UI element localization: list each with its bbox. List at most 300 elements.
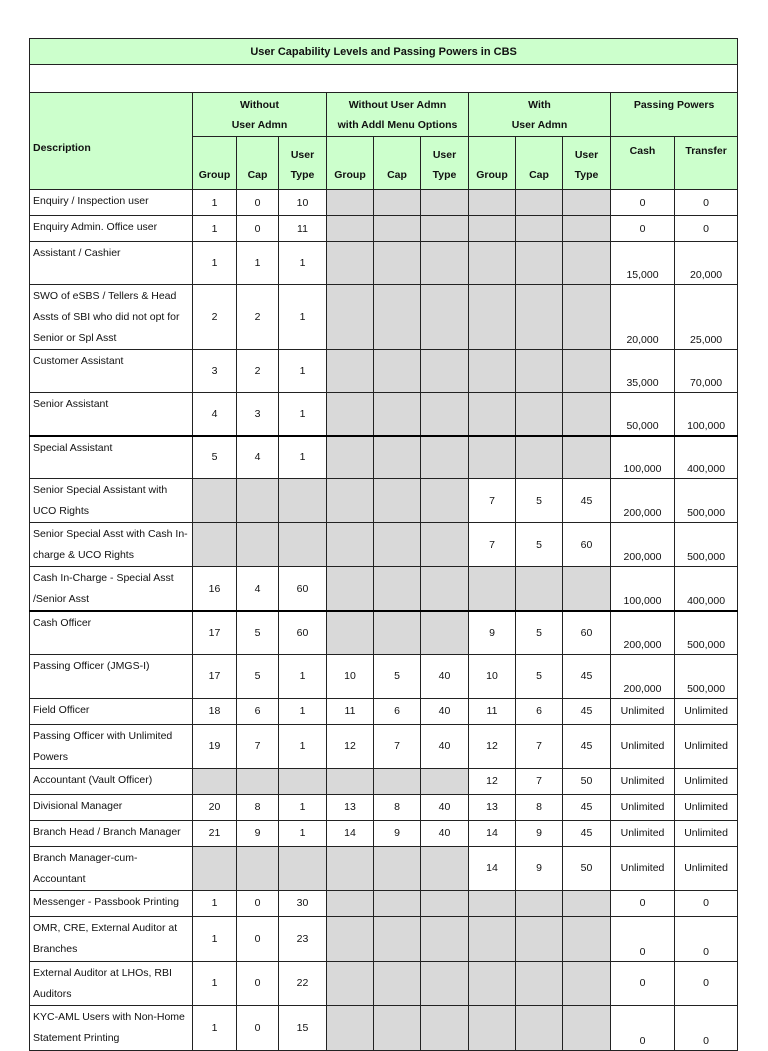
- value-cell: 1: [279, 242, 327, 285]
- row-description: Passing Officer with Unlimited Powers: [30, 724, 193, 768]
- value-cell: [374, 436, 421, 479]
- transfer-power-cell: 500,000: [675, 523, 738, 567]
- value-cell: 1: [279, 794, 327, 820]
- value-cell: 7: [469, 479, 516, 523]
- group-header-row: [30, 93, 738, 137]
- value-cell: [327, 242, 374, 285]
- value-cell: [327, 961, 374, 1005]
- value-cell: 50: [563, 768, 611, 794]
- value-cell: [563, 216, 611, 242]
- value-cell: 4: [237, 567, 279, 612]
- value-cell: 11: [469, 698, 516, 724]
- value-cell: [421, 393, 469, 436]
- value-cell: 3: [193, 350, 237, 393]
- transfer-power-cell: Unlimited: [675, 768, 738, 794]
- value-cell: [327, 1005, 374, 1050]
- value-cell: [421, 768, 469, 794]
- value-cell: 1: [193, 216, 237, 242]
- col-usertype-1-l1: User: [290, 149, 315, 161]
- value-cell: [469, 350, 516, 393]
- value-cell: 4: [193, 393, 237, 436]
- row-description: Enquiry / Inspection user: [30, 190, 193, 216]
- value-cell: [374, 1005, 421, 1050]
- value-cell: [279, 479, 327, 523]
- value-cell: 12: [469, 768, 516, 794]
- row-description: Enquiry Admin. Office user: [30, 216, 193, 242]
- value-cell: 10: [469, 654, 516, 698]
- table-row: [30, 916, 738, 961]
- value-cell: 8: [374, 794, 421, 820]
- value-cell: 13: [327, 794, 374, 820]
- value-cell: [563, 890, 611, 916]
- value-cell: 50: [563, 846, 611, 890]
- cash-power-cell: Unlimited: [611, 698, 675, 724]
- table-row: [30, 523, 738, 567]
- value-cell: [374, 916, 421, 961]
- value-cell: [469, 890, 516, 916]
- col-group-3: Group: [469, 137, 516, 190]
- transfer-power-cell: Unlimited: [675, 820, 738, 846]
- value-cell: 45: [563, 724, 611, 768]
- value-cell: [327, 916, 374, 961]
- value-cell: [374, 242, 421, 285]
- col-usertype-1-l2: Type: [290, 169, 315, 181]
- value-cell: 60: [279, 611, 327, 654]
- capability-sheet: [29, 38, 737, 1051]
- cash-power-cell: 200,000: [611, 523, 675, 567]
- transfer-power-cell: 500,000: [675, 479, 738, 523]
- transfer-power-cell: 500,000: [675, 611, 738, 654]
- value-cell: 9: [516, 846, 563, 890]
- table-row: [30, 820, 738, 846]
- value-cell: 45: [563, 698, 611, 724]
- value-cell: [193, 846, 237, 890]
- col-transfer: Transfer: [675, 137, 738, 190]
- cash-power-cell: 0: [611, 916, 675, 961]
- row-description: Customer Assistant: [30, 350, 193, 393]
- value-cell: [563, 242, 611, 285]
- value-cell: 19: [193, 724, 237, 768]
- transfer-power-cell: 400,000: [675, 567, 738, 612]
- table-row: [30, 285, 738, 350]
- value-cell: [563, 285, 611, 350]
- header-with-l1: With: [528, 98, 551, 111]
- value-cell: 1: [279, 285, 327, 350]
- row-description: Divisional Manager: [30, 794, 193, 820]
- value-cell: [516, 216, 563, 242]
- value-cell: 10: [327, 654, 374, 698]
- value-cell: [327, 393, 374, 436]
- transfer-power-cell: Unlimited: [675, 724, 738, 768]
- value-cell: [421, 242, 469, 285]
- value-cell: 1: [279, 820, 327, 846]
- transfer-power-cell: 0: [675, 1005, 738, 1050]
- col-usertype-3: [563, 137, 611, 190]
- value-cell: 0: [237, 190, 279, 216]
- value-cell: 9: [516, 820, 563, 846]
- value-cell: 1: [237, 242, 279, 285]
- cash-power-cell: Unlimited: [611, 820, 675, 846]
- value-cell: [516, 190, 563, 216]
- value-cell: 0: [237, 961, 279, 1005]
- value-cell: [374, 216, 421, 242]
- value-cell: [374, 961, 421, 1005]
- value-cell: [279, 768, 327, 794]
- col-group-1: Group: [193, 137, 237, 190]
- value-cell: 14: [469, 846, 516, 890]
- value-cell: [374, 567, 421, 612]
- row-description: External Auditor at LHOs, RBI Auditors: [30, 961, 193, 1005]
- cash-power-cell: 100,000: [611, 436, 675, 479]
- value-cell: [374, 479, 421, 523]
- value-cell: [469, 961, 516, 1005]
- value-cell: 40: [421, 654, 469, 698]
- col-cash: Cash: [611, 137, 675, 190]
- value-cell: [327, 768, 374, 794]
- row-description: Senior Special Asst with Cash In-charge & UCO Rights: [30, 523, 193, 567]
- value-cell: 5: [193, 436, 237, 479]
- value-cell: [327, 523, 374, 567]
- value-cell: [374, 890, 421, 916]
- col-group-2: Group: [327, 137, 374, 190]
- value-cell: [516, 1005, 563, 1050]
- value-cell: [327, 479, 374, 523]
- value-cell: [421, 1005, 469, 1050]
- value-cell: [193, 768, 237, 794]
- value-cell: 5: [237, 611, 279, 654]
- row-description: Senior Assistant: [30, 393, 193, 436]
- value-cell: [563, 961, 611, 1005]
- value-cell: 7: [516, 768, 563, 794]
- value-cell: [469, 190, 516, 216]
- cash-power-cell: Unlimited: [611, 846, 675, 890]
- value-cell: [563, 436, 611, 479]
- row-description: Branch Head / Branch Manager: [30, 820, 193, 846]
- value-cell: [421, 846, 469, 890]
- value-cell: [327, 890, 374, 916]
- value-cell: 2: [193, 285, 237, 350]
- header-with-user-admn: [469, 93, 611, 137]
- transfer-power-cell: 25,000: [675, 285, 738, 350]
- value-cell: [374, 523, 421, 567]
- table-row: [30, 1005, 738, 1050]
- table-row: [30, 698, 738, 724]
- value-cell: 40: [421, 724, 469, 768]
- row-description: Field Officer: [30, 698, 193, 724]
- col-cap-2: Cap: [374, 137, 421, 190]
- value-cell: 9: [374, 820, 421, 846]
- value-cell: [516, 567, 563, 612]
- value-cell: 16: [193, 567, 237, 612]
- value-cell: 15: [279, 1005, 327, 1050]
- value-cell: 8: [516, 794, 563, 820]
- table-row: [30, 961, 738, 1005]
- table-row: [30, 846, 738, 890]
- value-cell: [279, 846, 327, 890]
- col-usertype-1: [279, 137, 327, 190]
- value-cell: [516, 285, 563, 350]
- table-row: [30, 768, 738, 794]
- table-row: [30, 654, 738, 698]
- value-cell: [193, 479, 237, 523]
- transfer-power-cell: 500,000: [675, 654, 738, 698]
- value-cell: 7: [374, 724, 421, 768]
- value-cell: [421, 285, 469, 350]
- table-row: [30, 436, 738, 479]
- value-cell: 11: [327, 698, 374, 724]
- row-description: OMR, CRE, External Auditor at Branches: [30, 916, 193, 961]
- value-cell: [469, 916, 516, 961]
- transfer-power-cell: Unlimited: [675, 794, 738, 820]
- value-cell: 1: [279, 350, 327, 393]
- value-cell: [421, 436, 469, 479]
- row-description: Accountant (Vault Officer): [30, 768, 193, 794]
- title-row: [30, 39, 738, 65]
- transfer-power-cell: 20,000: [675, 242, 738, 285]
- value-cell: [563, 916, 611, 961]
- value-cell: 0: [237, 916, 279, 961]
- value-cell: 7: [237, 724, 279, 768]
- value-cell: [374, 190, 421, 216]
- value-cell: 12: [327, 724, 374, 768]
- value-cell: [516, 393, 563, 436]
- value-cell: 1: [193, 1005, 237, 1050]
- value-cell: 40: [421, 820, 469, 846]
- value-cell: [237, 846, 279, 890]
- value-cell: 1: [279, 724, 327, 768]
- header-addl-l1: Without User Admn: [348, 98, 447, 111]
- value-cell: [563, 190, 611, 216]
- value-cell: [469, 393, 516, 436]
- transfer-power-cell: 0: [675, 961, 738, 1005]
- value-cell: 45: [563, 654, 611, 698]
- cash-power-cell: 0: [611, 190, 675, 216]
- value-cell: [421, 961, 469, 1005]
- value-cell: 20: [193, 794, 237, 820]
- value-cell: [374, 611, 421, 654]
- value-cell: 1: [279, 654, 327, 698]
- value-cell: 12: [469, 724, 516, 768]
- value-cell: [469, 436, 516, 479]
- value-cell: 13: [469, 794, 516, 820]
- value-cell: [516, 436, 563, 479]
- value-cell: [327, 285, 374, 350]
- value-cell: [516, 242, 563, 285]
- table-title: User Capability Levels and Passing Powers in CBS: [30, 39, 738, 65]
- value-cell: 30: [279, 890, 327, 916]
- value-cell: 17: [193, 611, 237, 654]
- value-cell: 3: [237, 393, 279, 436]
- value-cell: 10: [279, 190, 327, 216]
- value-cell: 14: [469, 820, 516, 846]
- blank-row: [30, 65, 738, 93]
- transfer-power-cell: 100,000: [675, 393, 738, 436]
- value-cell: 1: [193, 190, 237, 216]
- row-description: Assistant / Cashier: [30, 242, 193, 285]
- header-without-l2: User Admn: [231, 118, 288, 131]
- capability-table: [29, 38, 738, 1051]
- description-header-label: Description: [33, 142, 91, 154]
- value-cell: 18: [193, 698, 237, 724]
- value-cell: [563, 350, 611, 393]
- value-cell: [469, 285, 516, 350]
- value-cell: [421, 916, 469, 961]
- table-row: [30, 350, 738, 393]
- table-row: [30, 216, 738, 242]
- value-cell: [374, 350, 421, 393]
- value-cell: [237, 523, 279, 567]
- value-cell: 60: [563, 523, 611, 567]
- transfer-power-cell: Unlimited: [675, 698, 738, 724]
- cash-power-cell: 0: [611, 961, 675, 1005]
- cash-power-cell: 0: [611, 216, 675, 242]
- value-cell: 5: [516, 654, 563, 698]
- value-cell: 5: [516, 479, 563, 523]
- value-cell: 6: [374, 698, 421, 724]
- value-cell: [469, 242, 516, 285]
- transfer-power-cell: 0: [675, 216, 738, 242]
- value-cell: 1: [279, 698, 327, 724]
- cash-power-cell: Unlimited: [611, 724, 675, 768]
- transfer-power-cell: 0: [675, 190, 738, 216]
- value-cell: 5: [374, 654, 421, 698]
- table-row: [30, 190, 738, 216]
- value-cell: 17: [193, 654, 237, 698]
- value-cell: 6: [516, 698, 563, 724]
- cash-power-cell: 0: [611, 890, 675, 916]
- cash-power-cell: Unlimited: [611, 794, 675, 820]
- value-cell: [327, 350, 374, 393]
- table-row: [30, 567, 738, 612]
- col-cap-3: Cap: [516, 137, 563, 190]
- value-cell: [421, 890, 469, 916]
- value-cell: [421, 567, 469, 612]
- value-cell: 6: [237, 698, 279, 724]
- value-cell: 40: [421, 794, 469, 820]
- value-cell: [279, 523, 327, 567]
- value-cell: 7: [516, 724, 563, 768]
- row-description: KYC-AML Users with Non-Home Statement Printing: [30, 1005, 193, 1050]
- value-cell: [563, 1005, 611, 1050]
- value-cell: 0: [237, 890, 279, 916]
- value-cell: 1: [193, 890, 237, 916]
- header-passing-powers: Passing Powers: [611, 93, 738, 137]
- row-description: SWO of eSBS / Tellers & Head Assts of SBI who did not opt for Senior or Spl Asst: [30, 285, 193, 350]
- value-cell: [516, 961, 563, 1005]
- col-usertype-2-l1: User: [432, 149, 457, 161]
- header-without-l1: Without: [240, 98, 279, 111]
- value-cell: [421, 216, 469, 242]
- value-cell: [421, 611, 469, 654]
- value-cell: [469, 216, 516, 242]
- value-cell: [374, 285, 421, 350]
- header-with-l2: User Admn: [511, 118, 568, 131]
- col-cap-1: Cap: [237, 137, 279, 190]
- value-cell: 0: [237, 216, 279, 242]
- value-cell: [237, 479, 279, 523]
- value-cell: [516, 350, 563, 393]
- transfer-power-cell: 70,000: [675, 350, 738, 393]
- value-cell: [421, 190, 469, 216]
- value-cell: [237, 768, 279, 794]
- value-cell: [421, 523, 469, 567]
- row-description: Cash Officer: [30, 611, 193, 654]
- transfer-power-cell: 400,000: [675, 436, 738, 479]
- value-cell: [469, 567, 516, 612]
- header-addl-l2: with Addl Menu Options: [337, 118, 458, 131]
- col-usertype-2: [421, 137, 469, 190]
- row-description: Branch Manager-cum-Accountant: [30, 846, 193, 890]
- cash-power-cell: 100,000: [611, 567, 675, 612]
- value-cell: 45: [563, 479, 611, 523]
- value-cell: 7: [469, 523, 516, 567]
- value-cell: 1: [279, 436, 327, 479]
- value-cell: [327, 846, 374, 890]
- table-row: [30, 611, 738, 654]
- table-row: [30, 479, 738, 523]
- value-cell: [193, 523, 237, 567]
- value-cell: 9: [237, 820, 279, 846]
- value-cell: [421, 479, 469, 523]
- value-cell: 14: [327, 820, 374, 846]
- header-without-addl-menu: [327, 93, 469, 137]
- header-without-user-admn: [193, 93, 327, 137]
- value-cell: 45: [563, 794, 611, 820]
- row-description: Passing Officer (JMGS-I): [30, 654, 193, 698]
- value-cell: 0: [237, 1005, 279, 1050]
- value-cell: 21: [193, 820, 237, 846]
- value-cell: [563, 567, 611, 612]
- value-cell: 22: [279, 961, 327, 1005]
- description-header: [30, 93, 193, 190]
- value-cell: [516, 916, 563, 961]
- value-cell: 5: [237, 654, 279, 698]
- table-row: [30, 242, 738, 285]
- transfer-power-cell: 0: [675, 890, 738, 916]
- value-cell: [327, 567, 374, 612]
- value-cell: [563, 393, 611, 436]
- value-cell: 2: [237, 350, 279, 393]
- table-row: [30, 724, 738, 768]
- value-cell: 40: [421, 698, 469, 724]
- blank-cell: [30, 65, 738, 93]
- value-cell: 5: [516, 523, 563, 567]
- row-description: Special Assistant: [30, 436, 193, 479]
- col-usertype-3-l1: User: [574, 149, 599, 161]
- value-cell: [469, 1005, 516, 1050]
- cash-power-cell: 50,000: [611, 393, 675, 436]
- value-cell: [374, 846, 421, 890]
- value-cell: 5: [516, 611, 563, 654]
- transfer-power-cell: 0: [675, 916, 738, 961]
- value-cell: [327, 190, 374, 216]
- value-cell: 1: [279, 393, 327, 436]
- value-cell: [421, 350, 469, 393]
- row-description: Cash In-Charge - Special Asst /Senior Asst: [30, 567, 193, 612]
- value-cell: 11: [279, 216, 327, 242]
- value-cell: 23: [279, 916, 327, 961]
- cash-power-cell: 20,000: [611, 285, 675, 350]
- value-cell: 2: [237, 285, 279, 350]
- value-cell: 9: [469, 611, 516, 654]
- cash-power-cell: 200,000: [611, 479, 675, 523]
- value-cell: 1: [193, 961, 237, 1005]
- value-cell: [327, 611, 374, 654]
- value-cell: [327, 216, 374, 242]
- col-usertype-2-l2: Type: [432, 169, 457, 181]
- cash-power-cell: 200,000: [611, 654, 675, 698]
- value-cell: [327, 436, 374, 479]
